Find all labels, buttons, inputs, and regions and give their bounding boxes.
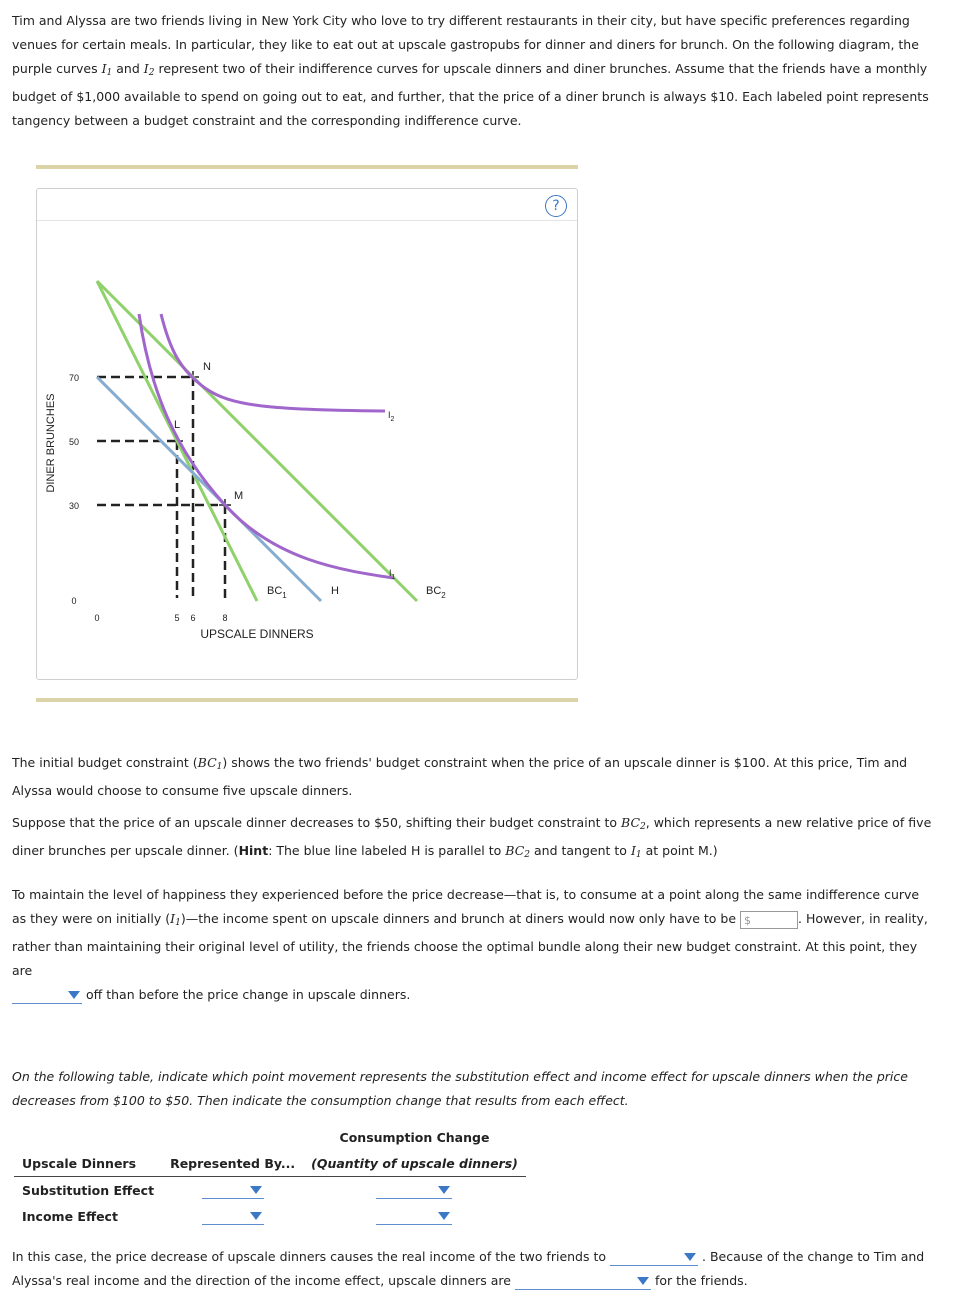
point-h-label: H [331, 585, 339, 597]
col-upscale-dinners: Upscale Dinners [14, 1150, 162, 1177]
chevron-down-icon [438, 1186, 450, 1194]
intro-and: and [116, 61, 140, 76]
paragraph-compensation: To maintain the level of happiness they experienced before the price decrease—that is, to consume at a point along the same indifference curve as they were on initially $(I_1)—the$ income spent on upscale dinners and brunch at diners would now only have to be $ . However, in reality, rather than maintaining their original level of utility, the friends choose the optimal bundle along their new budget constraint. At this point, they are off than before the price change in upscale dinners. [12, 887, 928, 1002]
y-tick-30: 30 [68, 501, 80, 511]
good-type-dropdown[interactable] [515, 1273, 651, 1290]
income-quantity-dropdown[interactable] [376, 1208, 452, 1225]
intro-rest: represent two of their indifference curves for upscale dinners and diner brunches. Assume that the friends have a monthly budget of $1,000 available to spend on going out to eat, and further, that the price of a diner brunch is always $10. Each labeled point represents tangency between a budget constraint and the corresponding indifference curve. [12, 61, 929, 128]
help-icon[interactable]: ? [545, 195, 567, 217]
bc2-label: $BC_2$ [426, 585, 446, 600]
table-instructions: On the following table, indicate which point movement represents the substitution effect and income effect for upscale dinners when the price decreases from $100 to $50. Then indicate the consumption change that results from each effect. [12, 1069, 908, 1108]
income-input[interactable]: $ [740, 911, 798, 929]
y-tick-50: 50 [68, 437, 80, 447]
point-m-label: M [234, 490, 244, 502]
x-tick-0: 0 [94, 613, 100, 623]
paragraph-bc1: The initial budget constraint $(BC_1)$ shows the two friends' budget constraint when the price of an upscale dinner is $100. At this price, Tim and Alyssa would choose to consume five upscale dinners. [12, 755, 908, 798]
bc1-label: $BC_1$ [267, 585, 287, 600]
substitution-quantity-dropdown[interactable] [376, 1182, 452, 1199]
point-n-label: N [203, 361, 211, 373]
i1-label: $I_1$ [389, 568, 396, 581]
x-tick-8: 8 [222, 613, 228, 623]
col-represented-by: Represented By... [162, 1150, 303, 1177]
row-income-effect: Income Effect [22, 1208, 118, 1224]
h-line[interactable] [97, 377, 321, 601]
table-row [14, 1177, 526, 1204]
chevron-down-icon [250, 1186, 262, 1194]
row-substitution-effect: Substitution Effect [22, 1182, 155, 1198]
chevron-down-icon [438, 1212, 450, 1220]
intro-text: Tim and Alyssa are two friends living in New York City who love to try different restaurants in their city, but have specific preferences regarding venues for certain meals. In particular, they like to eat out at upscale gastropubs for dinner and diners for brunch. On the following diagram, the purple curves [12, 13, 919, 76]
x-tick-6: 6 [190, 613, 196, 623]
y-tick-70: 70 [68, 373, 80, 383]
paragraph-real-income: In this case, the price decrease of upscale dinners causes the real income of the two friends to . Because of the change to Tim and Alyssa's real income and the direction of the income effect, upscale dinners are for the friends. [12, 1249, 925, 1288]
x-tick-5: 5 [174, 613, 180, 623]
effects-table [14, 1124, 526, 1229]
substitution-represented-dropdown[interactable] [202, 1182, 264, 1199]
point-l-label: L [174, 419, 181, 431]
chevron-down-icon [68, 991, 80, 999]
chevron-down-icon [637, 1277, 649, 1285]
y-tick-0: 0 [71, 596, 77, 606]
x-axis-label: UPSCALE DINNERS [200, 627, 314, 641]
income-represented-dropdown[interactable] [202, 1208, 264, 1225]
chevron-down-icon [684, 1253, 696, 1261]
consumption-change-header: Consumption Change [339, 1129, 490, 1145]
real-income-dropdown[interactable] [610, 1249, 698, 1266]
graph-bottom-divider [36, 698, 578, 702]
paragraph-bc2: Suppose that the price of an upscale dinner decreases to $50, shifting their budget constraint to $BC_2$, which represents a new relative price of five diner brunches per upscale dinner. (Hint: The blue line labeled H is parallel to $BC_2$ and tangent to $I_1$ at point M.) [12, 815, 932, 860]
y-axis-label: DINER BRUNCHES [45, 393, 57, 493]
table-row [14, 1203, 526, 1229]
chevron-down-icon [250, 1212, 262, 1220]
better-worse-dropdown[interactable] [12, 987, 82, 1004]
i2-curve[interactable] [161, 314, 385, 411]
i2-symbol: $I_2$ [143, 61, 155, 78]
i2-label: $I_2$ [388, 410, 395, 423]
i1-symbol: $I_1$ [101, 61, 113, 78]
col-quantity: (Quantity of upscale dinners) [303, 1150, 526, 1177]
